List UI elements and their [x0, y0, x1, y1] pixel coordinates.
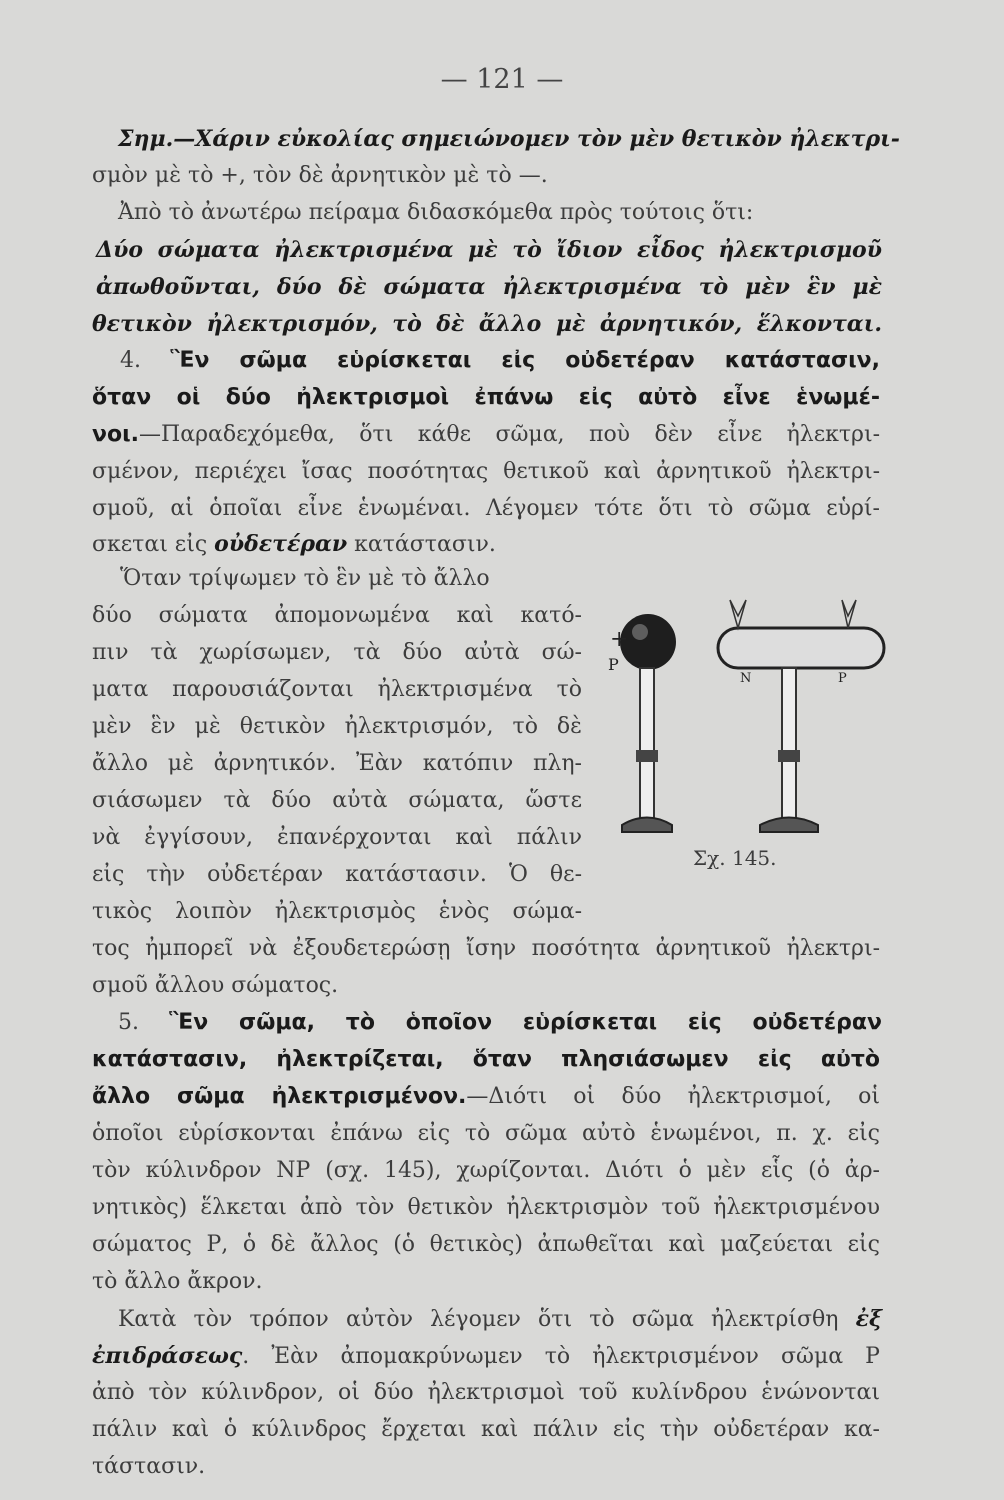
text-line: σμένον, περιέχει ἴσας ποσότητας θετικοῦ καὶ ἀρνητικοῦ ἠλεκτρι-: [92, 459, 880, 484]
text-line: ὅταν οἱ δύο ἠλεκτρισμοὶ ἐπάνω εἰς αὐτὸ εἶνε ἑνωμέ-: [92, 385, 880, 410]
text-line: [92, 419, 880, 451]
bold-heading: Ἓν σῶμα, τὸ ὁποῖον εὑρίσκεται εἰς οὐδετέραν: [169, 1010, 882, 1035]
text-line: σμοῦ, αἱ ὁποῖαι εἶνε ἑνωμέναι. Λέγομεν τότε ὅτι τὸ σῶμα εὑρί-: [92, 496, 880, 521]
text-line: πάλιν καὶ ὁ κύλινδρος ἔρχεται καὶ πάλιν εἰς τὴν οὐδετέραν κα-: [92, 1417, 880, 1442]
text-line: σιάσωμεν τὰ δύο αὐτὰ σώματα, ὥστε: [92, 788, 582, 813]
text-line: Δύο σώματα ἠλεκτρισμένα μὲ τὸ ἴδιον εἶδος ἠλεκτρισμοῦ: [96, 237, 882, 263]
item-number: 5.: [118, 1010, 170, 1035]
p-label: P: [838, 671, 847, 686]
body-text: —Διότι οἱ δύο ἠλεκτρισμοί, οἱ: [466, 1084, 880, 1109]
text-line: δύο σώματα ἀπομονωμένα καὶ κατό-: [92, 603, 582, 628]
body-text: κατάστασιν.: [347, 532, 496, 557]
text-line: θετικὸν ἠλεκτρισμόν, τὸ δὲ ἄλλο μὲ ἀρνητικόν, ἕλκονται.: [92, 311, 882, 337]
text-line: εἰς τὴν οὐδετέραν κατάστασιν. Ὁ θε-: [92, 862, 582, 887]
body-text: —Παραδεχόμεθα, ὅτι κάθε σῶμα, ποὺ δὲν εἶνε ἠλεκτρι-: [139, 422, 880, 447]
p-label: Ρ: [608, 655, 619, 674]
body-text: σκεται εἰς: [92, 532, 215, 557]
text-line: κατάστασιν, ἠλεκτρίζεται, ὅταν πλησιάσωμεν εἰς αὐτὸ: [92, 1047, 880, 1072]
text-line: ἀπὸ τὸν κύλινδρον, οἱ δύο ἠλεκτρισμοὶ τοῦ κυλίνδρου ἑνώνονται: [92, 1380, 880, 1405]
text-line: [92, 528, 882, 561]
text-line: Σημ.—Χάριν εὐκολίας σημειώνομεν τὸν μὲν θετικὸν ἠλεκτρι-: [118, 126, 900, 152]
bold-heading: νοι.: [92, 422, 140, 447]
bold-heading: Ἓν σῶμα εὑρίσκεται εἰς οὐδετέραν κατάστασιν,: [170, 348, 880, 373]
text-line: νὰ ἐγγίσουν, ἐπανέρχονται καὶ πάλιν: [92, 825, 582, 850]
text-line: Ὅταν τρίψωμεν τὸ ἓν μὲ τὸ ἄλλο: [120, 566, 490, 591]
italic-term: οὐδετέραν: [214, 531, 348, 557]
text-line: σώματος Ρ, ὁ δὲ ἄλλος (ὁ θετικὸς) ἀπωθεῖται καὶ μαζεύεται εἰς: [92, 1232, 880, 1257]
cylinder-np: [718, 600, 884, 832]
text-line: τικὸς λοιπὸν ἠλεκτρισμὸς ἑνὸς σώμα-: [92, 899, 582, 924]
body-text: Κατὰ τὸν τρόπον αὐτὸν λέγομεν ὅτι τὸ σῶμα ἠλεκτρίσθη: [118, 1307, 856, 1332]
text-line: ἄλλο μὲ ἀρνητικόν. Ἐὰν κατόπιν πλη-: [92, 751, 582, 776]
text-line: ματα παρουσιάζονται ἠλεκτρισμένα τὸ: [92, 677, 582, 702]
text-line: ἀπωθοῦνται, δύο δὲ σώματα ἠλεκτρισμένα τὸ μὲν ἓν μὲ: [96, 274, 882, 300]
text-line: σμὸν μὲ τὸ +, τὸν δὲ ἀρνητικὸν μὲ τὸ —.: [92, 163, 548, 188]
text-line: τος ἠμπορεῖ νὰ ἐξουδετερώσῃ ἴσην ποσότητα ἀρνητικοῦ ἠλεκτρι-: [92, 936, 880, 961]
text-line: [92, 1340, 880, 1373]
n-label: N: [740, 671, 752, 686]
bold-heading: ἄλλο σῶμα ἠλεκτρισμένον.: [92, 1084, 467, 1109]
text-line: νητικὸς) ἕλκεται ἀπὸ τὸν θετικὸν ἠλεκτρισμὸν τοῦ ἠλεκτρισμένου: [92, 1195, 880, 1220]
page-number: — 121 —: [440, 64, 564, 95]
text-line: πιν τὰ χωρίσωμεν, τὰ δύο αὐτὰ σώ-: [92, 640, 582, 665]
text-line: [92, 1081, 880, 1113]
text-line: σμοῦ ἄλλου σώματος.: [92, 973, 339, 998]
text-line: [118, 1007, 882, 1039]
body-text: . Ἐὰν ἀπομακρύνωμεν τὸ ἠλεκτρισμένον σῶμα Ρ: [242, 1344, 880, 1369]
italic-term: ἐπιδράσεως: [92, 1343, 243, 1369]
text-line: Ἀπὸ τὸ ἀνωτέρω πείραμα διδασκόμεθα πρὸς τούτοις ὅτι:: [118, 200, 754, 225]
text-line: τὸν κύλινδρον ΝΡ (σχ. 145), χωρίζονται. Διότι ὁ μὲν εἷς (ὁ ἀρ-: [92, 1158, 880, 1183]
text-line: ὁποῖοι εὑρίσκονται ἐπάνω εἰς τὸ σῶμα αὐτὸ ἑνωμένοι, π. χ. εἰς: [92, 1121, 880, 1146]
text-line: [120, 345, 880, 377]
plus-label: +: [610, 627, 629, 652]
text-line: [118, 1303, 882, 1336]
text-line: τὸ ἄλλο ἄκρον.: [92, 1269, 263, 1294]
italic-term: ἐξ: [855, 1306, 882, 1332]
item-number: 4.: [120, 348, 171, 373]
figure-145-illustration: [590, 580, 890, 850]
text-line: μὲν ἓν μὲ θετικὸν ἠλεκτρισμόν, τὸ δὲ: [92, 714, 582, 739]
figure-caption: Σχ. 145.: [693, 846, 777, 870]
text-line: τάστασιν.: [92, 1454, 206, 1479]
